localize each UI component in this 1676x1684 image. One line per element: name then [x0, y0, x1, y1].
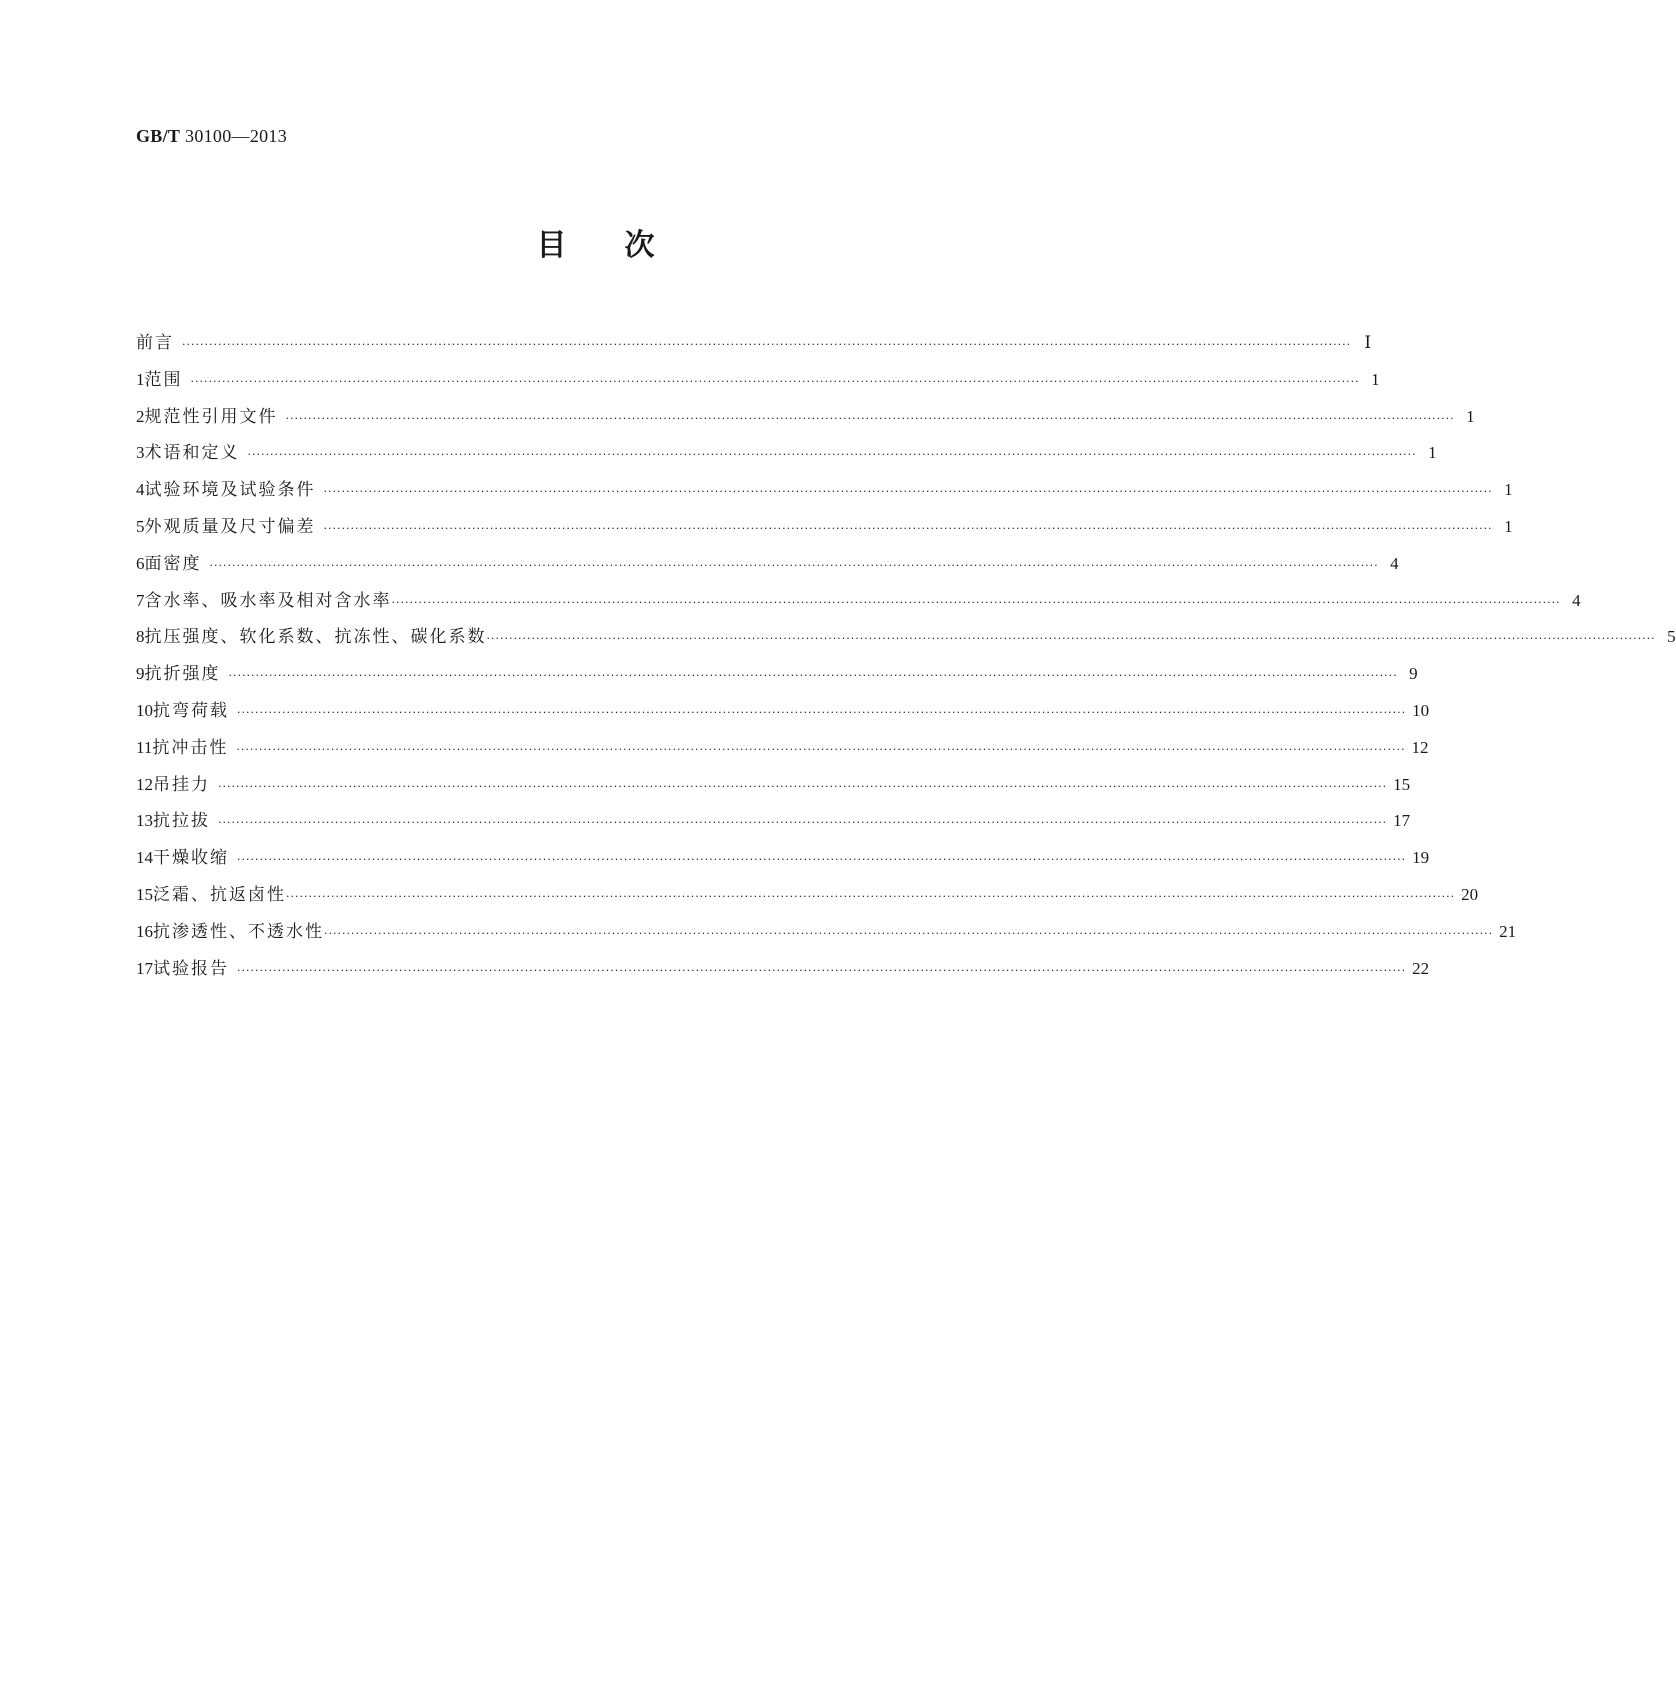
toc-entry-page: 1: [1466, 406, 1475, 426]
standard-number: 30100—2013: [185, 126, 288, 146]
toc-entry-title: 抗冲击性: [152, 737, 229, 758]
toc-entry-number: 17: [136, 958, 153, 978]
toc-entry[interactable]: [136, 806, 1411, 843]
toc-entry-page: 9: [1409, 664, 1418, 684]
toc-leader-dots: ····································································································································································································································································: [237, 853, 1407, 867]
toc-entry-page: 15: [1393, 774, 1411, 794]
toc-entry-title: 含水率、吸水率及相对含水率: [144, 590, 392, 611]
toc-entry-title: 干燥收缩: [153, 848, 229, 869]
toc-entry[interactable]: [136, 365, 1380, 402]
toc-entry-title: 泛霜、抗返卤性: [153, 884, 286, 905]
toc-entry-title: 吊挂力: [153, 774, 210, 795]
toc-entry-number: 6: [136, 553, 145, 573]
toc-entry[interactable]: [136, 696, 1430, 733]
toc-entry-page: 21: [1499, 921, 1517, 941]
toc-entry[interactable]: [136, 659, 1418, 696]
toc-leader-dots: ····································································································································································································································································: [218, 779, 1388, 793]
toc-leader-dots: ····································································································································································································································································: [228, 669, 1398, 683]
toc-entry-number: 3: [136, 443, 145, 463]
toc-leader-dots: ····································································································································································································································································: [323, 521, 1493, 535]
toc-entry[interactable]: [136, 880, 1479, 917]
standard-prefix: GB/T: [136, 126, 181, 146]
toc-entry-page: 19: [1412, 848, 1430, 868]
toc-leader-dots: ····································································································································································································································································: [237, 963, 1407, 977]
toc-entry-title: 抗弯荷载: [153, 700, 229, 721]
toc-entry-title: 抗拉拔: [153, 811, 210, 832]
toc-entry[interactable]: [136, 328, 1372, 365]
toc-entry-page: 1: [1428, 443, 1437, 463]
toc-entry-title: 范围: [144, 369, 183, 390]
toc-title: 目次: [536, 228, 713, 263]
toc-entry-number: 12: [136, 774, 153, 794]
toc-entry-title: 规范性引用文件: [144, 406, 278, 427]
toc-entry-number: 14: [136, 848, 153, 868]
toc-entry-page: 10: [1412, 700, 1430, 720]
toc-entry-page: 5: [1667, 627, 1676, 647]
toc-entry-title: 抗折强度: [144, 664, 221, 685]
toc-entry-title: 试验环境及试验条件: [144, 480, 316, 501]
toc-entry-title: 面密度: [144, 553, 202, 574]
toc-entry[interactable]: [136, 954, 1430, 991]
toc-entry-number: 16: [136, 921, 153, 941]
toc-leader-dots: ····································································································································································································································································: [236, 742, 1406, 756]
toc-entry[interactable]: [136, 843, 1430, 880]
toc-entry-page: 4: [1390, 553, 1399, 573]
toc-entry-page: 4: [1572, 590, 1581, 610]
toc-entry-page: 17: [1393, 811, 1411, 831]
standard-code: [136, 126, 287, 147]
toc-entry-title: 外观质量及尺寸偏差: [144, 516, 316, 537]
toc-entry-number: 13: [136, 811, 153, 831]
toc-entry-page: 1: [1371, 369, 1380, 389]
toc-entry-number: 7: [136, 590, 145, 610]
toc-leader-dots: ····································································································································································································································································: [218, 816, 1388, 830]
toc-list: [136, 328, 1676, 990]
toc-entry[interactable]: [136, 622, 1676, 659]
toc-entry[interactable]: [136, 733, 1429, 770]
toc-entry-page: 12: [1411, 737, 1429, 757]
toc-leader-dots: ····································································································································································································································································: [209, 558, 1379, 572]
toc-leader-dots: ····································································································································································································································································: [247, 448, 1417, 462]
toc-entry-number: 5: [136, 516, 145, 536]
toc-entry[interactable]: [136, 438, 1437, 475]
toc-leader-dots: ····································································································································································································································································: [237, 705, 1407, 719]
toc-entry-number: 2: [136, 406, 145, 426]
toc-entry[interactable]: [136, 475, 1513, 512]
toc-entry-page: Ⅰ: [1364, 333, 1372, 352]
toc-entry[interactable]: [136, 770, 1411, 807]
toc-entry[interactable]: [136, 512, 1513, 549]
toc-entry-page: 1: [1504, 516, 1513, 536]
toc-entry-title: 术语和定义: [144, 443, 240, 464]
toc-entry-number: 15: [136, 884, 153, 904]
toc-leader-dots: ····································································································································································································································································: [286, 889, 1456, 903]
toc-leader-dots: ····································································································································································································································································: [486, 632, 1656, 646]
toc-entry-title: 抗压强度、软化系数、抗冻性、碳化系数: [144, 627, 487, 648]
toc-entry-number: 9: [136, 664, 145, 684]
toc-entry-title: 试验报告: [153, 958, 229, 979]
toc-entry-number: 10: [136, 700, 153, 720]
toc-entry[interactable]: [136, 402, 1475, 439]
toc-entry-page: 1: [1504, 480, 1513, 500]
toc-entry-page: 22: [1412, 958, 1430, 978]
toc-entry[interactable]: [136, 586, 1581, 623]
toc-leader-dots: ····································································································································································································································································: [285, 411, 1455, 425]
toc-entry[interactable]: [136, 917, 1517, 954]
toc-entry-number: 8: [136, 627, 145, 647]
toc-entry-title: 抗渗透性、不透水性: [153, 921, 324, 942]
toc-entry[interactable]: [136, 549, 1399, 586]
toc-leader-dots: ····································································································································································································································································: [391, 595, 1561, 609]
toc-entry-number: 11: [136, 737, 153, 757]
toc-leader-dots: ····································································································································································································································································: [324, 926, 1494, 940]
toc-leader-dots: ····································································································································································································································································: [323, 485, 1493, 499]
toc-entry-title: 前言: [136, 333, 174, 353]
toc-leader-dots: ····································································································································································································································································: [182, 338, 1352, 351]
toc-entry-number: 1: [136, 369, 145, 389]
toc-entry-page: 20: [1461, 884, 1479, 904]
toc-leader-dots: ····································································································································································································································································: [190, 374, 1360, 388]
toc-entry-number: 4: [136, 480, 145, 500]
